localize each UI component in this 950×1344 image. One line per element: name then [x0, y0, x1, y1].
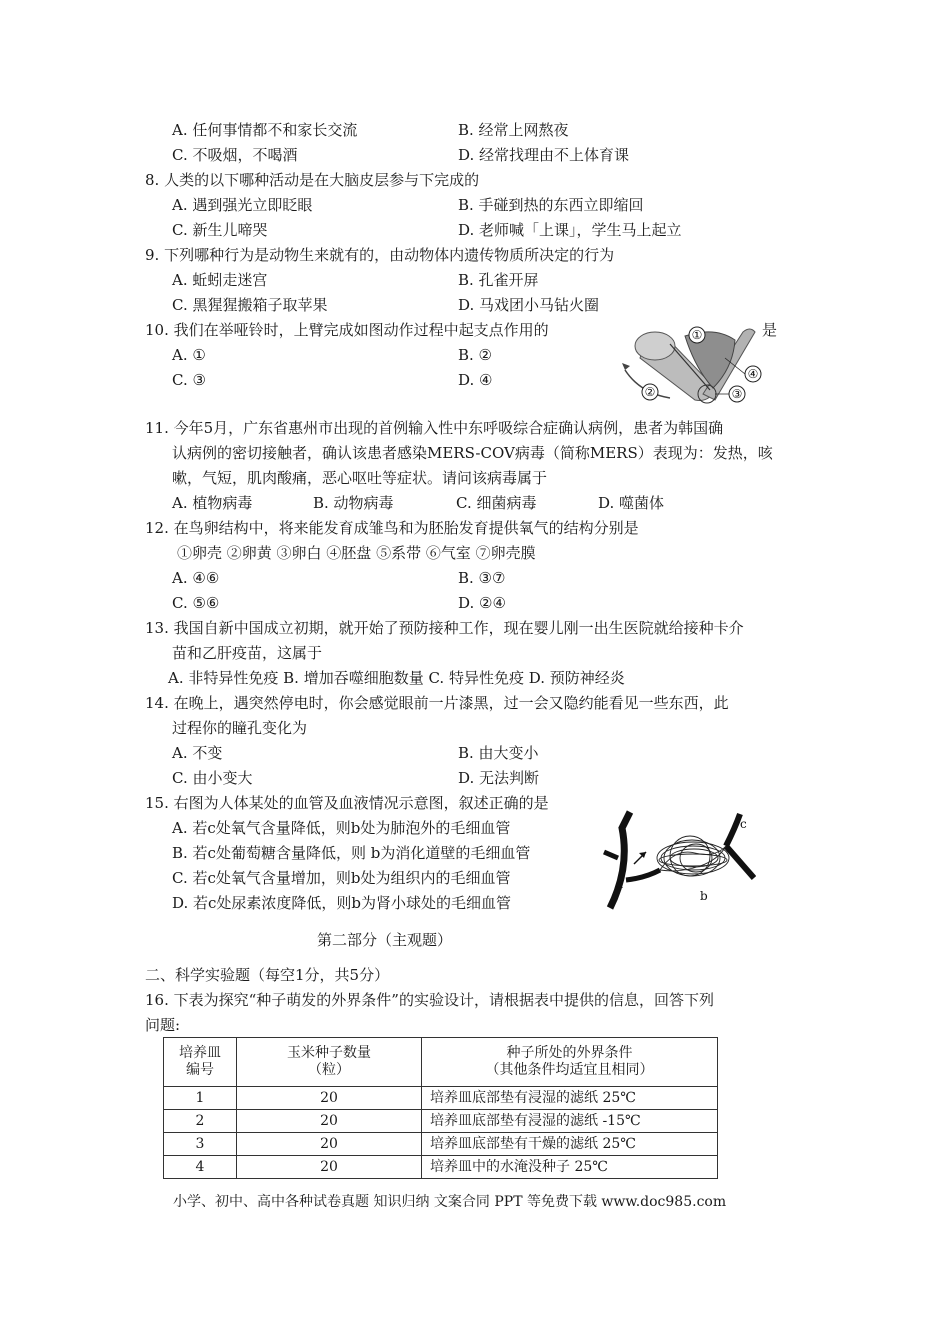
question-14-line-2: 过程你的瞳孔变化为 — [172, 719, 308, 737]
question-9: 9. 下列哪种行为是动物生来就有的，由动物体内遗传物质所决定的行为 — [145, 246, 615, 264]
q15-option-d: D. 若c处尿素浓度降低，则b为肾小球处的毛细血管 — [172, 894, 512, 912]
q9-option-c: C. 黑猩猩搬箱子取苹果 — [172, 296, 328, 314]
cell-condition: 培养皿中的水淹没种子 25℃ — [422, 1156, 718, 1179]
question-10-end: 是 — [762, 321, 778, 339]
header-dish-line-2: 编号 — [186, 1062, 214, 1078]
cell-condition: 培养皿底部垫有干燥的滤纸 25℃ — [422, 1133, 718, 1156]
page-footer: 小学、初中、高中各种试卷真题 知识归纳 文案合同 PPT 等免费下载 www.doc985.com — [173, 1194, 727, 1210]
q9-option-b: B. 孔雀开屏 — [458, 271, 539, 289]
cell-dish-id: 3 — [164, 1133, 237, 1156]
cell-seed-count: 20 — [237, 1133, 422, 1156]
q15-option-a: A. 若c处氧气含量降低，则b处为肺泡外的毛细血管 — [172, 819, 511, 837]
question-12: 12. 在鸟卵结构中，将来能发育成雏鸟和为胚胎发育提供氧气的结构分别是 — [145, 519, 639, 537]
arm-label-4: ④ — [747, 367, 759, 381]
arm-muscle-diagram — [615, 318, 785, 410]
header-conditions — [422, 1038, 718, 1087]
q12-option-a: A. ④⑥ — [172, 569, 220, 587]
q14-option-a: A. 不变 — [172, 744, 223, 762]
cell-seed-count: 20 — [237, 1156, 422, 1179]
q12-option-b: B. ③⑦ — [458, 569, 506, 587]
cell-condition: 培养皿底部垫有浸湿的滤纸 -15℃ — [422, 1110, 718, 1133]
arm-label-3: ③ — [731, 387, 743, 401]
cell-condition: 培养皿底部垫有浸湿的滤纸 25℃ — [422, 1087, 718, 1110]
table-row — [164, 1087, 718, 1110]
question-16-line-1: 16. 下表为探究“种子萌发的外界条件”的实验设计，请根据表中提供的信息，回答下列 — [145, 991, 714, 1009]
q14-option-b: B. 由大变小 — [458, 744, 539, 762]
header-seed-line-1: 玉米种子数量 — [287, 1045, 371, 1061]
q10-option-b: B. ② — [458, 346, 493, 364]
header-seed-line-2: （粒） — [308, 1062, 350, 1078]
q9-option-d: D. 马戏团小马钻火圈 — [458, 296, 600, 314]
q12-structures: ①卵壳 ②卵黄 ③卵白 ④胚盘 ⑤系带 ⑥气室 ⑦卵壳膜 — [177, 544, 536, 562]
blood-vessel-diagram — [600, 808, 756, 910]
question-10: 10. 我们在举哑铃时，上臂完成如图动作过程中起支点作用的 — [145, 321, 549, 339]
q10-option-c: C. ③ — [172, 371, 206, 389]
vessel-label-a: a — [616, 877, 624, 891]
q8-option-b: B. 手碰到热的东西立即缩回 — [458, 196, 644, 214]
q8-option-c: C. 新生儿啼哭 — [172, 221, 268, 239]
vessel-label-b: b — [700, 889, 708, 903]
table-header-row — [164, 1038, 718, 1087]
q8-option-d: D. 老师喊「上课」，学生马上起立 — [458, 221, 682, 239]
q11-option-d: D. 噬菌体 — [598, 494, 665, 512]
q12-option-c: C. ⑤⑥ — [172, 594, 220, 612]
q9-option-a: A. 蚯蚓走迷宫 — [172, 271, 268, 289]
question-15: 15. 右图为人体某处的血管及血液情况示意图，叙述正确的是 — [145, 794, 549, 812]
question-8: 8. 人类的以下哪种活动是在大脑皮层参与下完成的 — [145, 171, 480, 189]
q13-options: A. 非特异性免疫 B. 增加吞噬细胞数量 C. 特异性免疫 D. 预防神经炎 — [168, 669, 625, 687]
arm-label-1: ① — [691, 328, 703, 342]
q12-option-d: D. ②④ — [458, 594, 506, 612]
q14-option-c: C. 由小变大 — [172, 769, 253, 787]
q7-option-a: A. 任何事情都不和家长交流 — [172, 121, 358, 139]
header-cond-line-2: （其他条件均适宜且相同） — [485, 1062, 654, 1078]
question-16-line-2: 问题: — [145, 1016, 181, 1034]
experiment-table — [163, 1037, 718, 1179]
question-14-line-1: 14. 在晚上，遇突然停电时，你会感觉眼前一片漆黑，过一会又隐约能看见一些东西，此 — [145, 694, 729, 712]
vessel-label-c: c — [740, 817, 747, 831]
table-row — [164, 1110, 718, 1133]
q15-option-c: C. 若c处氧气含量增加，则b处为组织内的毛细血管 — [172, 869, 511, 887]
q7-option-b: B. 经常上网熬夜 — [458, 121, 569, 139]
header-dish-line-1: 培养皿 — [179, 1045, 221, 1061]
header-seed-count — [237, 1038, 422, 1087]
part-2-heading: 第二部分（主观题） — [317, 931, 453, 949]
q10-option-a: A. ① — [172, 346, 206, 364]
cell-dish-id: 2 — [164, 1110, 237, 1133]
cell-dish-id: 1 — [164, 1087, 237, 1110]
q14-option-d: D. 无法判断 — [458, 769, 540, 787]
section-2-heading: 二、科学实验题（每空1分，共5分） — [145, 966, 390, 984]
arm-label-2: ② — [644, 385, 656, 399]
header-cond-line-1: 种子所处的外界条件 — [506, 1045, 633, 1061]
q7-option-d: D. 经常找理由不上体育课 — [458, 146, 630, 164]
question-11-line-3: 嗽，气短，肌肉酸痛，恶心呕吐等症状。请问该病毒属于 — [172, 469, 548, 487]
question-11-line-1: 11. 今年5月，广东省惠州市出现的首例输入性中东呼吸综合症确认病例，患者为韩国确 — [145, 419, 724, 437]
cell-seed-count: 20 — [237, 1087, 422, 1110]
q11-option-b: B. 动物病毒 — [313, 494, 394, 512]
q8-option-a: A. 遇到强光立即眨眼 — [172, 196, 313, 214]
question-13-line-2: 苗和乙肝疫苗，这属于 — [172, 644, 323, 662]
question-11-line-2: 认病例的密切接触者，确认该患者感染MERS-COV病毒（简称MERS）表现为：发热，咳 — [172, 444, 773, 462]
q11-option-c: C. 细菌病毒 — [456, 494, 537, 512]
table-row — [164, 1133, 718, 1156]
q10-option-d: D. ④ — [458, 371, 493, 389]
q15-option-b: B. 若c处葡萄糖含量降低，则 b为消化道壁的毛细血管 — [172, 844, 531, 862]
question-13-line-1: 13. 我国自新中国成立初期，就开始了预防接种工作，现在婴儿刚一出生医院就给接种卡介 — [145, 619, 744, 637]
cell-seed-count: 20 — [237, 1110, 422, 1133]
q11-option-a: A. 植物病毒 — [172, 494, 253, 512]
q7-option-c: C. 不吸烟，不喝酒 — [172, 146, 298, 164]
header-dish-number — [164, 1038, 237, 1087]
table-row — [164, 1156, 718, 1179]
cell-dish-id: 4 — [164, 1156, 237, 1179]
